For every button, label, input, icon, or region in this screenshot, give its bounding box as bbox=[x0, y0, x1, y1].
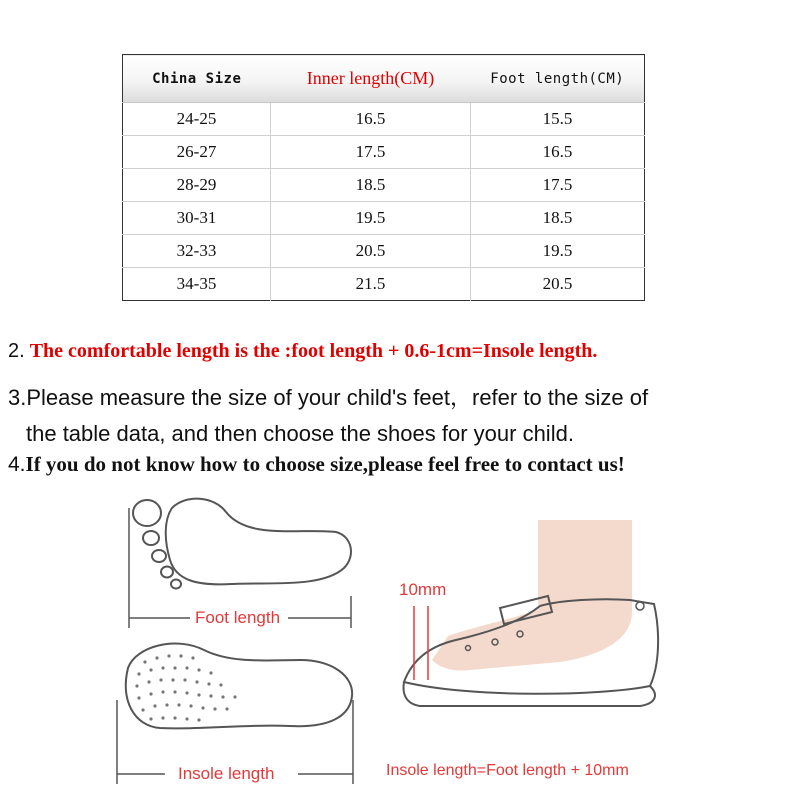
table-row bbox=[123, 136, 645, 169]
measurement-illustrations bbox=[0, 480, 800, 800]
note-number: 4. bbox=[8, 453, 26, 476]
note-contact-us bbox=[8, 452, 625, 477]
cell-foot-length: 15.5 bbox=[471, 103, 645, 136]
note-comfortable-length bbox=[8, 340, 597, 363]
header-china-size: China Size bbox=[123, 55, 271, 103]
cell-china-size: 26-27 bbox=[123, 136, 271, 169]
cell-inner-length: 18.5 bbox=[271, 169, 471, 202]
cell-china-size: 24-25 bbox=[123, 103, 271, 136]
cell-inner-length: 17.5 bbox=[271, 136, 471, 169]
insole-length-label: Insole length bbox=[178, 764, 275, 783]
note-measure-line1: 3.Please measure the size of your child's feet，refer to the size of bbox=[8, 385, 649, 410]
cell-foot-length: 20.5 bbox=[471, 268, 645, 301]
cell-china-size: 30-31 bbox=[123, 202, 271, 235]
cell-inner-length: 16.5 bbox=[271, 103, 471, 136]
cell-china-size: 32-33 bbox=[123, 235, 271, 268]
table-header-row bbox=[123, 55, 645, 103]
note-number: 2. bbox=[8, 340, 25, 362]
gap-label: 10mm bbox=[399, 580, 447, 599]
note-text: The comfortable length is the :foot length + 0.6-1cm=Insole length. bbox=[29, 340, 598, 362]
shoe-with-foot-icon bbox=[404, 520, 659, 706]
cell-foot-length: 19.5 bbox=[471, 235, 645, 268]
header-foot-length: Foot length(CM) bbox=[471, 55, 645, 103]
cell-foot-length: 16.5 bbox=[471, 136, 645, 169]
cell-foot-length: 17.5 bbox=[471, 169, 645, 202]
table-row bbox=[123, 169, 645, 202]
foot-outline-icon bbox=[133, 499, 351, 589]
insole-outline-icon bbox=[126, 644, 352, 729]
cell-foot-length: 18.5 bbox=[471, 202, 645, 235]
cell-inner-length: 21.5 bbox=[271, 268, 471, 301]
formula-label: Insole length=Foot length + 10mm bbox=[386, 762, 629, 779]
size-chart-table bbox=[122, 54, 645, 301]
cell-inner-length: 20.5 bbox=[271, 235, 471, 268]
cell-china-size: 34-35 bbox=[123, 268, 271, 301]
cell-china-size: 28-29 bbox=[123, 169, 271, 202]
table-row bbox=[123, 202, 645, 235]
table-row bbox=[123, 103, 645, 136]
note-text: If you do not know how to choose size,please feel free to contact us! bbox=[25, 452, 625, 476]
note-measure-line2: the table data, and then choose the shoes for your child. bbox=[26, 421, 574, 446]
gap-marker bbox=[414, 606, 428, 680]
header-inner-length: Inner length(CM) bbox=[271, 55, 471, 103]
cell-inner-length: 19.5 bbox=[271, 202, 471, 235]
table-row bbox=[123, 268, 645, 301]
foot-length-label: Foot length bbox=[195, 608, 281, 627]
table-row bbox=[123, 235, 645, 268]
